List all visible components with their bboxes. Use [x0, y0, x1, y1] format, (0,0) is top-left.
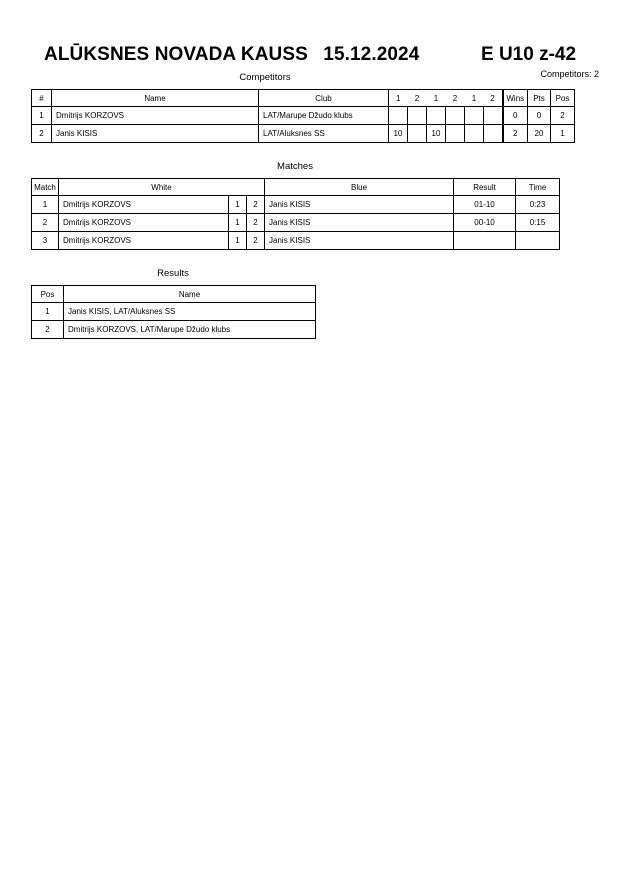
category-label: E U10 z-42 [481, 44, 577, 65]
col-header-white: White [59, 179, 265, 196]
tournament-name: ALŪKSNES NOVADA KAUSS [44, 44, 308, 65]
col-header-score: 1 [389, 90, 408, 107]
match-time: 0:15 [516, 214, 560, 232]
competitor-number: 2 [32, 125, 52, 143]
blue-competitor: Janis KISIS [265, 232, 454, 250]
result-name: Janis KISIS, LAT/Aluksnes SS [64, 303, 316, 321]
matches-table [31, 178, 560, 250]
white-ref-1: 1 [229, 214, 247, 232]
score-cell [484, 125, 503, 143]
table-row [32, 232, 560, 250]
match-time [516, 232, 560, 250]
tournament-date: 15.12.2024 [323, 44, 420, 65]
competitors-count: Competitors: 2 [540, 69, 599, 79]
col-header-score: 1 [427, 90, 446, 107]
matches-header-row [32, 179, 560, 196]
match-number: 1 [32, 196, 59, 214]
blue-competitor: Janis KISIS [265, 196, 454, 214]
table-row [32, 303, 316, 321]
white-ref-1: 1 [229, 232, 247, 250]
competitor-pts: 20 [528, 125, 551, 143]
score-cell: 10 [427, 125, 446, 143]
white-competitor: Dmitrijs KORZOVS [59, 214, 229, 232]
col-header-name: Name [64, 286, 316, 303]
score-cell [408, 107, 427, 125]
results-section-title: Results [157, 268, 189, 279]
score-cell [427, 107, 446, 125]
col-header-score: 2 [484, 90, 503, 107]
col-header-pos: Pos [551, 90, 575, 107]
results-header-row [32, 286, 316, 303]
competitors-table [31, 89, 575, 143]
score-cell [389, 107, 408, 125]
competitors-header-row [32, 90, 575, 107]
competitor-name: Dmitrijs KORZOVS [52, 107, 259, 125]
table-row [32, 321, 316, 339]
competitor-club: LAT/Marupe Džudo klubs [259, 107, 389, 125]
white-ref-1: 1 [229, 196, 247, 214]
col-header-score: 2 [408, 90, 427, 107]
results-table [31, 285, 316, 339]
col-header-score: 1 [465, 90, 484, 107]
col-header-blue: Blue [265, 179, 454, 196]
score-cell [408, 125, 427, 143]
white-competitor: Dmitrijs KORZOVS [59, 232, 229, 250]
competitor-club: LAT/Aluksnes SS [259, 125, 389, 143]
table-row [32, 107, 575, 125]
col-header-time: Time [516, 179, 560, 196]
match-result: 01-10 [454, 196, 516, 214]
score-cell: 10 [389, 125, 408, 143]
match-number: 3 [32, 232, 59, 250]
competitor-wins: 0 [503, 107, 528, 125]
match-number: 2 [32, 214, 59, 232]
result-name: Dmitrijs KORZOVS, LAT/Marupe Džudo klubs [64, 321, 316, 339]
competitor-pts: 0 [528, 107, 551, 125]
result-position: 1 [32, 303, 64, 321]
col-header-name: Name [52, 90, 259, 107]
white-competitor: Dmitrijs KORZOVS [59, 196, 229, 214]
blue-competitor: Janis KISIS [265, 214, 454, 232]
col-header-match: Match [32, 179, 59, 196]
col-header-score: 2 [446, 90, 465, 107]
col-header-result: Result [454, 179, 516, 196]
score-cell [446, 125, 465, 143]
table-row [32, 214, 560, 232]
competitor-wins: 2 [503, 125, 528, 143]
competitor-pos: 2 [551, 107, 575, 125]
score-cell [465, 125, 484, 143]
col-header-pts: Pts [528, 90, 551, 107]
col-header-number: # [32, 90, 52, 107]
score-cell [484, 107, 503, 125]
col-header-wins: Wins [503, 90, 528, 107]
match-result: 00-10 [454, 214, 516, 232]
competitor-pos: 1 [551, 125, 575, 143]
white-ref-2: 2 [247, 214, 265, 232]
score-cell [465, 107, 484, 125]
result-position: 2 [32, 321, 64, 339]
table-row [32, 196, 560, 214]
table-row [32, 125, 575, 143]
competitor-number: 1 [32, 107, 52, 125]
score-cell [446, 107, 465, 125]
competitors-section-title: Competitors [239, 72, 291, 83]
col-header-club: Club [259, 90, 389, 107]
match-time: 0:23 [516, 196, 560, 214]
match-result [454, 232, 516, 250]
matches-section-title: Matches [277, 161, 313, 172]
col-header-pos: Pos [32, 286, 64, 303]
competitor-name: Janis KISIS [52, 125, 259, 143]
white-ref-2: 2 [247, 196, 265, 214]
white-ref-2: 2 [247, 232, 265, 250]
page-title [44, 44, 419, 66]
